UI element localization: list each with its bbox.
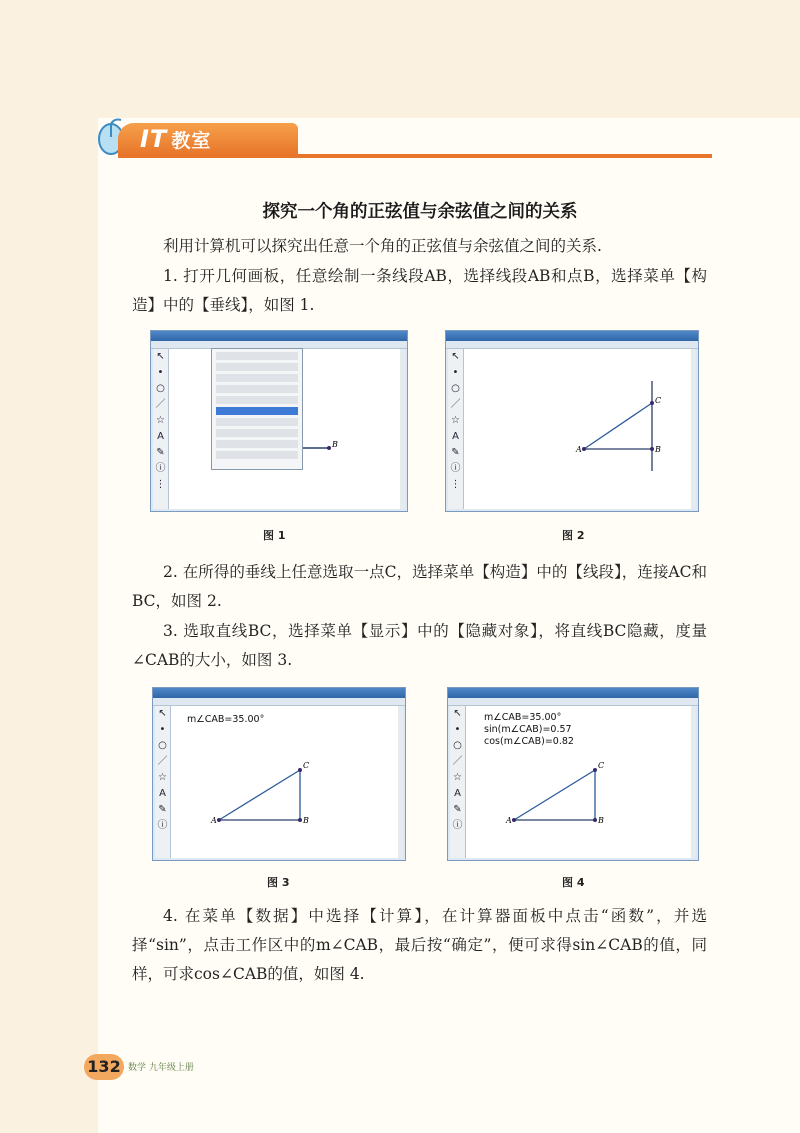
arrow-icon[interactable]: ↖ [156, 351, 165, 362]
point-icon[interactable]: • [454, 724, 461, 735]
marker-icon[interactable]: ✎ [156, 447, 165, 458]
figure-2 [445, 330, 699, 512]
header-rule [118, 154, 712, 158]
label-a: A [576, 445, 582, 454]
circle-icon[interactable]: ○ [156, 383, 165, 394]
circle-icon[interactable]: ○ [451, 383, 460, 394]
info-icon[interactable]: ⓘ [157, 820, 168, 831]
point-c [298, 768, 302, 772]
info-icon[interactable]: ⓘ [155, 463, 166, 474]
polygon-icon[interactable]: ☆ [158, 772, 167, 783]
label-c: C [655, 396, 662, 405]
label-b: B [303, 816, 309, 825]
label-a: A [506, 816, 512, 825]
point-c [650, 401, 654, 405]
point-b [298, 818, 302, 822]
segment-ac [584, 403, 652, 449]
point-a [582, 447, 586, 451]
text-icon[interactable]: A [454, 788, 461, 799]
point-b [650, 447, 654, 451]
point-c [593, 768, 597, 772]
polygon-icon[interactable]: ☆ [156, 415, 165, 426]
angle-measure[interactable]: m∠CAB=35.00° [484, 712, 562, 723]
polygon-icon[interactable]: ☆ [453, 772, 462, 783]
step3-paragraph: 3. 选取直线BC，选择菜单【显示】中的【隐藏对象】，将直线BC隐藏，度量∠CAB的大小，如图 3. [132, 622, 707, 669]
info-icon[interactable]: ⓘ [452, 820, 463, 831]
it-label: IT [140, 125, 168, 153]
circle-icon[interactable]: ○ [158, 740, 167, 751]
line-icon[interactable]: ／ [450, 399, 461, 410]
arrow-icon[interactable]: ↖ [451, 351, 460, 362]
text-icon[interactable]: A [157, 431, 164, 442]
section-title [140, 123, 211, 155]
segment-ac [514, 770, 595, 820]
label-c: C [598, 761, 605, 770]
step4-paragraph: 4. 在菜单【数据】中选择【计算】，在计算器面板中点击“函数”，并选择“sin”，点击工作区中的m∠CAB，最后按“确定”，便可求得sin∠CAB的值，同样，可求cos∠CAB的值，如图 4. [132, 907, 707, 983]
step1-paragraph: 1. 打开几何画板，任意绘制一条线段AB，选择线段AB和点B，选择菜单【构造】中的【垂线】，如图 1. [132, 267, 707, 314]
arrow-icon[interactable]: ↖ [158, 708, 167, 719]
label-b: B [655, 445, 661, 454]
intro-paragraph: 利用计算机可以探究出任意一个角的正弦值与余弦值之间的关系. [163, 237, 602, 255]
text-icon[interactable]: A [452, 431, 459, 442]
point-icon[interactable]: • [157, 367, 164, 378]
angle-measure[interactable]: m∠CAB=35.00° [187, 714, 265, 725]
canvas [448, 688, 698, 860]
canvas [446, 331, 698, 511]
figure-3 [152, 687, 406, 861]
point-a [512, 818, 516, 822]
custom-tool-icon[interactable]: ⋮ [155, 479, 166, 490]
marker-icon[interactable]: ✎ [158, 804, 167, 815]
polygon-icon[interactable]: ☆ [451, 415, 460, 426]
sin-measure[interactable]: sin(m∠CAB)=0.57 [484, 724, 572, 735]
label-b: B [598, 816, 604, 825]
figure-1 [150, 330, 408, 512]
canvas [153, 688, 405, 860]
cos-measure[interactable]: cos(m∠CAB)=0.82 [484, 736, 574, 747]
figure-2-caption: 图 2 [562, 529, 585, 542]
marker-icon[interactable]: ✎ [451, 447, 460, 458]
figure-3-caption: 图 3 [267, 876, 290, 889]
point-b [327, 446, 331, 450]
construct-menu[interactable] [211, 348, 303, 470]
line-icon[interactable]: ／ [157, 756, 168, 767]
page-number: 132 [84, 1054, 124, 1080]
text-icon[interactable]: A [159, 788, 166, 799]
info-icon[interactable]: ⓘ [450, 463, 461, 474]
book-info: 数学 九年级上册 [128, 1063, 194, 1073]
point-a [217, 818, 221, 822]
point-b [593, 818, 597, 822]
marker-icon[interactable]: ✎ [453, 804, 462, 815]
step2-paragraph: 2. 在所得的垂线上任意选取一点C，选择菜单【构造】中的【线段】，连接AC和BC，如图 2. [132, 563, 707, 610]
label-a: A [211, 816, 217, 825]
figure-4-caption: 图 4 [562, 876, 585, 889]
segment-ac [219, 770, 300, 820]
label-b: B [332, 440, 338, 449]
point-icon[interactable]: • [452, 367, 459, 378]
line-icon[interactable]: ／ [452, 756, 463, 767]
label-c: C [303, 761, 310, 770]
arrow-icon[interactable]: ↖ [453, 708, 462, 719]
circle-icon[interactable]: ○ [453, 740, 462, 751]
section-label: 教室 [171, 130, 212, 152]
point-icon[interactable]: • [159, 724, 166, 735]
custom-tool-icon[interactable]: ⋮ [450, 479, 461, 490]
page-title: 探究一个角的正弦值与余弦值之间的关系 [262, 202, 578, 222]
figure-4 [447, 687, 699, 861]
figure-1-caption: 图 1 [263, 529, 286, 542]
line-icon[interactable]: ／ [155, 399, 166, 410]
